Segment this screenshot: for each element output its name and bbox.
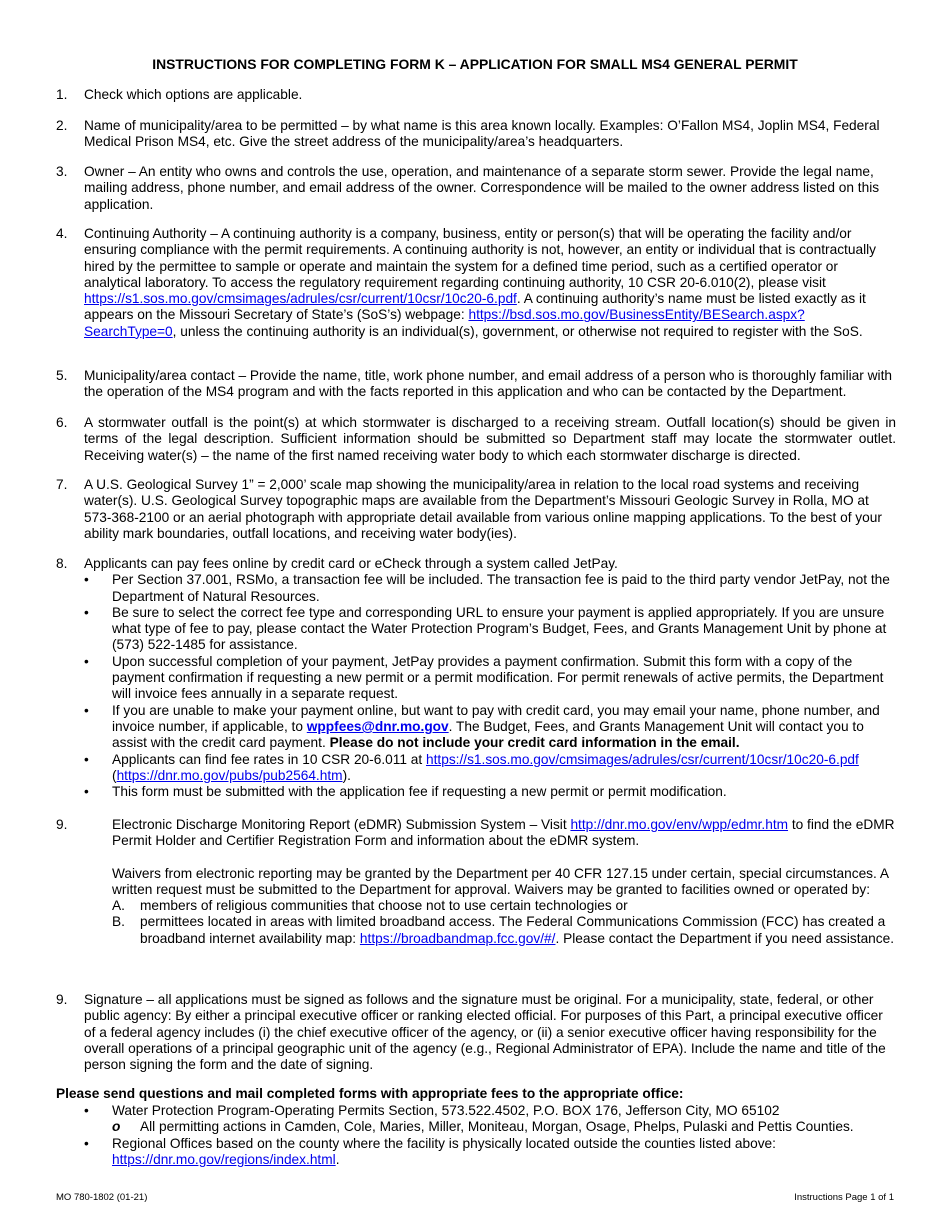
pub2564-link[interactable]: https://dnr.mo.gov/pubs/pub2564.htm xyxy=(116,767,343,783)
list-item: o All permitting actions in Camden, Cole, Maries, Miller, Moniteau, Morgan, Osage, Phelps, Pulaski and Pettis Counties. xyxy=(112,1119,854,1135)
item-text: A U.S. Geological Survey 1” = 2,000’ scale map showing the municipality/area in relation to the local road systems and receiving water(s). U.S. Geological Survey topographic maps are available from the Department’s Missouri Geologic Survey in Rolla, MO at 573-368-2100 or an aerial photograph with appropriate detail available from various online mapping applications. To the best of your ability mark boundaries, outfall locations, and receiving water body(ies). xyxy=(84,477,882,541)
regions-link[interactable]: https://dnr.mo.gov/regions/index.html xyxy=(112,1151,336,1167)
continuing-authority-text: Continuing Authority – A continuing authority is a company, business, entity or person(s) that will be operating the facility and/or ensuring compliance with the permit requirements. A continuing authority is not, however, an entity or individual that is contractually hired by the permittee to sample or operate and maintain the system for a defined time period, such as a certified operator or analytical laboratory. To access the regulatory requirement regarding continuing authority, 10 CSR 20-6.010(2), please visit xyxy=(84,226,877,290)
item-text: A stormwater outfall is the point(s) at which stormwater is discharged to a receiving stream. Outfall location(s) should be given in terms of the legal description. Sufficient information should be submitted so Department staff may locate the stormwater outlet. Receiving water(s) – the name of the first named receiving water body to which each stormwater discharge is directed. xyxy=(84,415,896,463)
item-number: 6. xyxy=(56,415,68,430)
csr-link[interactable]: https://s1.sos.mo.gov/cmsimages/adrules/csr/current/10csr/10c20-6.pdf xyxy=(84,291,517,307)
sos-search-link[interactable]: https://bsd.sos.mo.gov/BusinessEntity/BESearch.aspx?SearchType=0 xyxy=(84,307,805,339)
bullet-icon: • xyxy=(84,702,89,718)
offices-list xyxy=(84,1103,904,1168)
list-item: • Per Section 37.001, RSMo, a transaction fee will be included. The transaction fee is paid to the third party vendor JetPay, not the Department of Natural Resources. xyxy=(84,572,890,604)
waiver-text: Waivers from electronic reporting may be granted by the Department per 40 CFR 127.15 under certain, special circumstances. A written request must be submitted to the Department for approval. Waivers may be granted to facilities owned or operated by: xyxy=(112,865,889,897)
instruction-9-signature xyxy=(56,992,896,1073)
bullet-icon: • xyxy=(84,572,89,588)
continuing-authority-text-2: . A continuing authority’s name must be listed exactly as it appears on the Missouri Secretary of State’s (SoS’s) webpage: xyxy=(84,291,866,323)
item-text: Owner – An entity who owns and controls the use, operation, and maintenance of a separate storm sewer. Provide the legal name, mailing address, phone number, and email address of the owner. Correspondence will be mailed to the owner address listed on this application. xyxy=(84,164,880,212)
list-item: • If you are unable to make your payment online, but want to pay with credit card, you may email your name, phone number, and invoice number, if applicable, to wppfees@dnr.mo.gov. The Budget, Fees, and Grants Management Unit will contact you to assist with the credit card payment. Please do not include your credit card information in the email. xyxy=(84,702,880,751)
instruction-5 xyxy=(56,368,896,401)
item-number: 8. xyxy=(56,556,68,571)
item-number: 5. xyxy=(56,368,68,383)
page-number: Instructions Page 1 of 1 xyxy=(794,1192,894,1203)
form-number: MO 780-1802 (01-21) xyxy=(56,1192,148,1203)
list-item: • Regional Offices based on the county where the facility is physically located outside the counties listed above: https://dnr.mo.gov/regions/index.html. xyxy=(84,1135,776,1167)
item-text: Applicants can pay fees online by credit card or eCheck through a system called JetPay. xyxy=(84,556,618,571)
item-text xyxy=(84,226,896,340)
item-number: 7. xyxy=(56,477,68,492)
bullet-icon: • xyxy=(84,751,89,767)
item-text: Name of municipality/area to be permitted – by what name is this area known locally. Examples: O’Fallon MS4, Joplin MS4, Federal Medical Prison MS4, etc. Give the street address of the municipality/area’s headquarters. xyxy=(84,118,880,150)
list-item: • Upon successful completion of your payment, JetPay provides a payment confirmation. Submit this form with a copy of the payment confirmation if requesting a new permit or a permit modification. For permit renewals of active permits, the Department will invoice fees annually in a separate request. xyxy=(84,653,884,702)
instruction-9-edmr xyxy=(56,817,896,947)
instruction-6 xyxy=(56,415,896,464)
instruction-2 xyxy=(56,118,896,151)
sub-bullet-icon: o xyxy=(112,1119,121,1135)
list-item: • Be sure to select the correct fee type and corresponding URL to ensure your payment is applied appropriately. If you are unsure what type of fee to pay, please contact the Water Protection Program’s Budget, Fees, and Grants Management Unit by phone at (573) 522-1485 for assistance. xyxy=(84,604,887,653)
item-text: Check which options are applicable. xyxy=(84,87,303,102)
fee-rates-link[interactable]: https://s1.sos.mo.gov/cmsimages/adrules/csr/current/10csr/10c20-6.pdf xyxy=(425,751,859,767)
bullet-icon: • xyxy=(84,604,89,620)
edmr-link[interactable]: http://dnr.mo.gov/env/wpp/edmr.htm xyxy=(570,817,789,832)
page-title: INSTRUCTIONS FOR COMPLETING FORM K – APPLICATION FOR SMALL MS4 GENERAL PERMIT xyxy=(152,56,798,72)
list-item: • Applicants can find fee rates in 10 CSR 20-6.011 at https://s1.sos.mo.gov/cmsimages/adrules/csr/current/10csr/10c20-6.pdf (https://dnr.mo.gov/pubs/pub2564.htm). xyxy=(84,751,859,783)
instruction-7 xyxy=(56,477,896,542)
instruction-1 xyxy=(56,87,896,103)
item-text: Signature – all applications must be signed as follows and the signature must be original. For a municipality, state, federal, or other public agency: By either a principal executive officer or ranking elected official. For purposes of this Part, a principal executive officer of a federal agency includes (i) the chief executive officer of the agency, or (ii) a senior executive officer having responsibility for the overall operations of a principal geographic unit of the agency (e.g., Regional Administrator of EPA). Include the name and title of the person signing the form and the date of signing. xyxy=(84,992,886,1073)
item-number: 2. xyxy=(56,118,68,133)
instruction-8 xyxy=(56,556,896,800)
item-text: Municipality/area contact – Provide the name, title, work phone number, and email address of a person who is thoroughly familiar with the operation of the MS4 program and with the facts reported in this application and who can be contacted by the Department. xyxy=(84,368,892,400)
continuing-authority-text-3: , unless the continuing authority is an individual(s), government, or otherwise not required to register with the SoS. xyxy=(172,323,863,339)
waiver-option-a: A. members of religious communities that choose not to use certain technologies or xyxy=(112,898,628,914)
broadband-map-link[interactable]: https://broadbandmap.fcc.gov/#/ xyxy=(359,930,556,946)
bullet-icon: • xyxy=(84,784,89,800)
instruction-4 xyxy=(56,226,896,340)
bullet-icon: • xyxy=(84,653,89,669)
credit-card-warning: Please do not include your credit card information in the email. xyxy=(329,735,740,751)
instruction-3 xyxy=(56,164,896,213)
item-text: Electronic Discharge Monitoring Report (eDMR) Submission System – Visit http://dnr.mo.gov/env/wpp/edmr.htm to find the eDMR Permit Holder and Certifier Registration Form and information about the eDMR system. xyxy=(112,817,895,849)
item-number: 3. xyxy=(56,164,68,179)
item-number: 4. xyxy=(56,226,68,241)
item-number: 1. xyxy=(56,87,68,102)
fee-bullet-list xyxy=(84,572,896,800)
offices-header: Please send questions and mail completed forms with appropriate fees to the appropriate office: xyxy=(56,1086,684,1101)
fees-email-link[interactable]: wppfees@dnr.mo.gov xyxy=(306,718,449,734)
bullet-icon: • xyxy=(84,1103,89,1118)
bullet-icon: • xyxy=(84,1135,89,1151)
waiver-option-b: B. permittees located in areas with limited broadband access. The Federal Communications Commission (FCC) has created a broadband internet availability map: https://broadbandmap.fcc.gov/#/. Please contact the Department if you need assistance. xyxy=(112,914,895,946)
list-item: • Water Protection Program-Operating Permits Section, 573.522.4502, P.O. BOX 176, Jefferson City, MO 65102 xyxy=(84,1103,780,1118)
item-number: 9. xyxy=(56,992,68,1007)
list-item: • This form must be submitted with the application fee if requesting a new permit or permit modification. xyxy=(84,784,727,800)
item-number: 9. xyxy=(56,817,68,832)
